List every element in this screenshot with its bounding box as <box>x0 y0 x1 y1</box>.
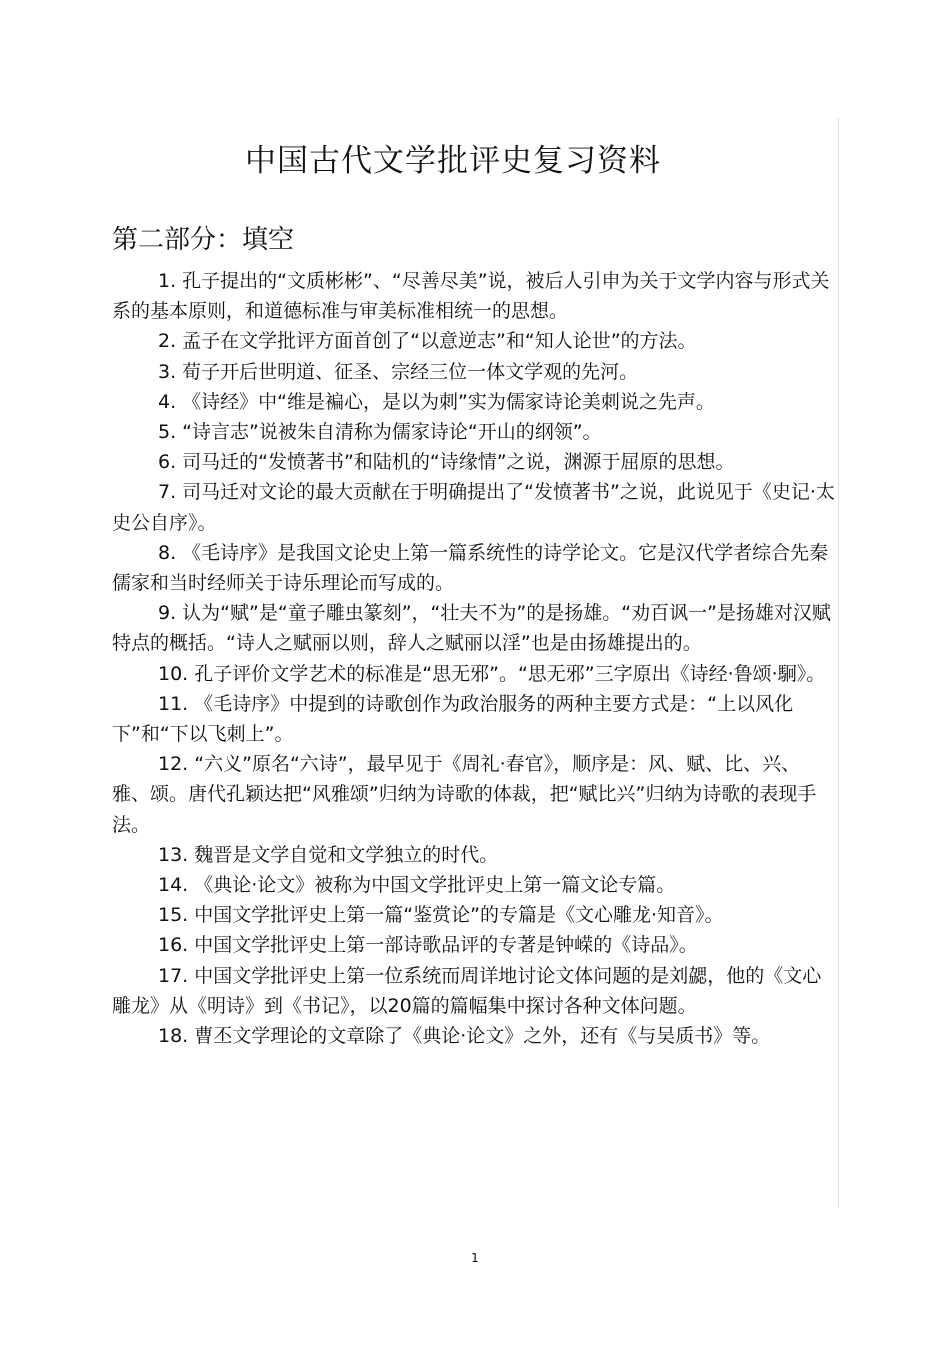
page-number: 1 <box>471 1251 479 1265</box>
paragraph-16: 16. 中国文学批评史上第一部诗歌品评的专著是钟嵘的《诗品》。 <box>158 934 698 957</box>
paragraph-12: 12. “六义”原名“六诗”，最早见于《周礼·春官》，顺序是：风、赋、比、兴、雅、颂。唐代孔颖达把“风雅颂”归纳为诗歌的体裁，把“赋比兴”归纳为诗歌的表现手法。 <box>112 753 817 836</box>
paragraph-14: 14. 《典论·论文》被称为中国文学批评史上第一篇文论专篇。 <box>158 874 676 897</box>
page-edge-rule <box>838 118 839 1208</box>
paragraph-6: 6. 司马迁的“发愤著书”和陆机的“诗缘情”之说，渊源于屈原的思想。 <box>158 451 735 474</box>
paragraph-13: 13. 魏晋是文学自觉和文学独立的时代。 <box>158 843 499 866</box>
paragraph-5: 5. “诗言志”说被朱自清称为儒家诗论“开山的纲领”。 <box>158 421 602 444</box>
paragraph-17: 17. 中国文学批评史上第一位系统而周详地讨论文体问题的是刘勰，他的《文心雕龙》从《明诗》到《书记》，以20篇的篇幅集中探讨各种文体问题。 <box>112 964 822 1017</box>
paragraph-15: 15. 中国文学批评史上第一篇“鉴赏论”的专篇是《文心雕龙·知音》。 <box>158 904 724 927</box>
paragraph-10: 10. 孔子评价文学艺术的标准是“思无邪”。“思无邪”三字原出《诗经·鲁颂·駉》。 <box>158 662 826 685</box>
paragraph-8: 8. 《毛诗序》是我国文论史上第一篇系统性的诗学论文。它是汉代学者综合先秦儒家和当时经师关于诗乐理论而写成的。 <box>112 541 829 595</box>
paragraph-11: 11. 《毛诗序》中提到的诗歌创作为政治服务的两种主要方式是：“上以风化下”和“下以飞刺上”。 <box>112 692 794 746</box>
paragraph-18: 18. 曹丕文学理论的文章除了《典论·论文》之外，还有《与吴质书》等。 <box>158 1025 771 1048</box>
section-heading: 第二部分：填空 <box>112 224 295 255</box>
paragraph-3: 3. 荀子开后世明道、征圣、宗经三位一体文学观的先河。 <box>158 360 639 383</box>
paragraph-7: 7. 司马迁对文论的最大贡献在于明确提出了“发愤著书”之说，此说见于《史记·太史公自序》。 <box>112 481 835 534</box>
paragraph-2: 2. 孟子在文学批评方面首创了“以意逆志”和“知人论世”的方法。 <box>158 330 697 353</box>
document-title: 中国古代文学批评史复习资料 <box>245 142 661 179</box>
document-body <box>112 266 836 1051</box>
paragraph-1: 1. 孔子提出的“文质彬彬”、“尽善尽美”说，被后人引申为关于文学内容与形式关系的基本原则，和道德标准与审美标准相统一的思想。 <box>112 270 830 323</box>
paragraph-4: 4. 《诗经》中“维是褊心，是以为刺”实为儒家诗论美刺说之先声。 <box>158 390 715 413</box>
paragraph-9: 9. 认为“赋”是“童子雕虫篆刻”，“壮夫不为”的是扬雄。“劝百讽一”是扬雄对汉赋特点的概括。“诗人之赋丽以则，辞人之赋丽以淫”也是由扬雄提出的。 <box>112 602 831 655</box>
